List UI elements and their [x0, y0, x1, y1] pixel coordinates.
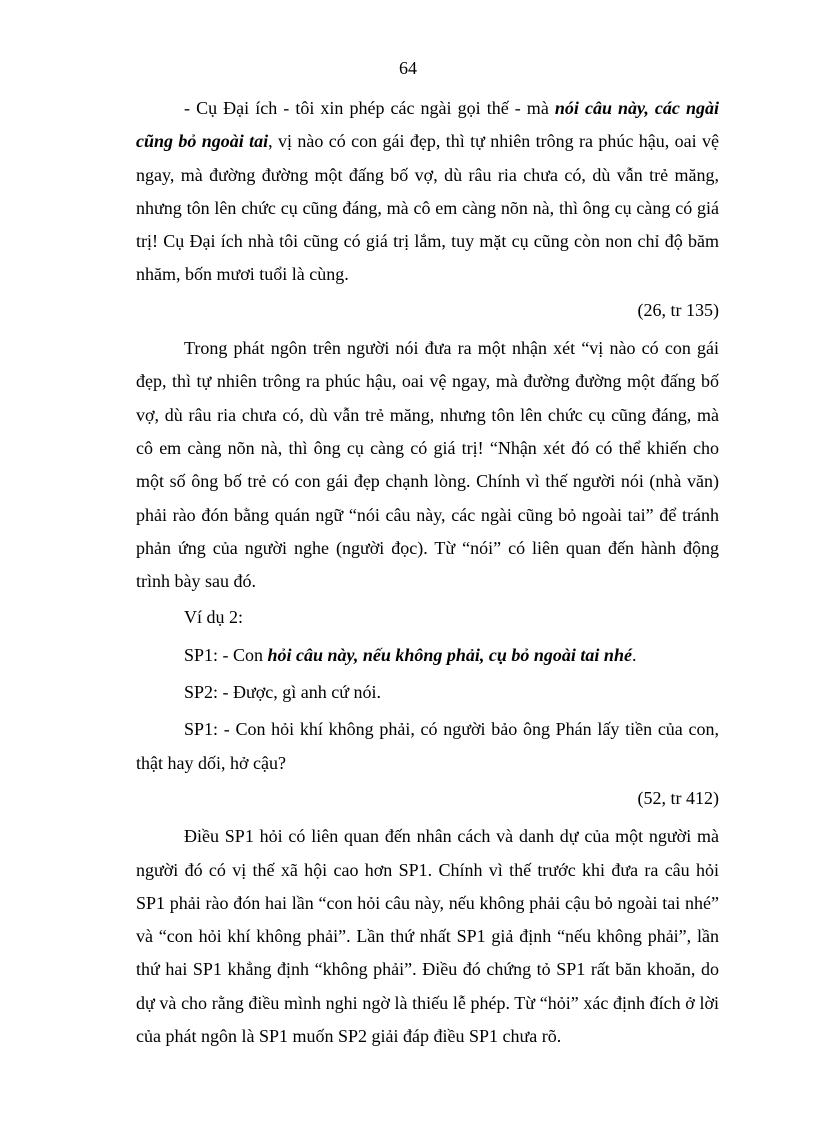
- quote-paragraph: [136, 92, 719, 292]
- dialogue-emphasis: hỏi câu này, nếu không phải, cụ bỏ ngoài tai nhé: [267, 644, 632, 665]
- analysis-paragraph-1: Trong phát ngôn trên người nói đưa ra một nhận xét “vị nào có con gái đẹp, thì tự nhiên trông ra phúc hậu, oai vệ ngay, mà đường đường một đấng bố vợ, dù râu ria chưa có, dù vẫn trẻ măng, nhưng tôn lên chức cụ cũng đáng, mà cô em càng nõn nà, thì ông cụ càng có giá trị! “Nhận xét đó có thể khiến cho một số ông bố trẻ có con gái đẹp chạnh lòng. Chính vì thế người nói (nhà văn) phải rào đón bằng quán ngữ “nói câu này, các ngài cũng bỏ ngoài tai” để tránh phản ứng của người nghe (người đọc). Từ “nói” có liên quan đến hành động trình bày sau đó.: [136, 338, 719, 592]
- quote-text-rest: , vị nào có con gái đẹp, thì tự nhiên trông ra phúc hậu, oai vệ ngay, mà đường đường một đấng bố vợ, dù râu ria chưa có, dù vẫn trẻ măng, nhưng tôn lên chức cụ cũng đáng, mà cô em càng nõn nà, thì ông cụ càng có giá trị! Cụ Đại ích nhà tôi cũng có giá trị lắm, tuy mặt cụ cũng còn non chỉ độ băm nhăm, bốn mươi tuổi là cùng.: [136, 131, 719, 285]
- dialogue-end: .: [631, 644, 637, 665]
- example-label: Ví dụ 2:: [184, 607, 244, 628]
- dialogue-sp2-line: SP2: - Được, gì anh cứ nói.: [184, 682, 382, 703]
- quote-emphasis: nói câu này, các ngài cũng bỏ ngoài tai: [136, 98, 719, 152]
- document-body: [136, 92, 719, 1053]
- page-number: 64: [399, 58, 417, 78]
- dialogue-speaker: SP1: - Con: [184, 644, 268, 665]
- citation-2: (52, tr 412): [637, 787, 719, 808]
- dialogue-sp1-line-1: [136, 639, 719, 672]
- analysis-paragraph-2: Điều SP1 hỏi có liên quan đến nhân cách và danh dự của một người mà người đó có vị thế xã hội cao hơn SP1. Chính vì thế trước khi đưa ra câu hỏi SP1 phải rào đón hai lần “con hỏi câu này, nếu không phải cậu bỏ ngoài tai nhé” và “con hỏi khí không phải”. Lần thứ nhất SP1 giả định “nếu không phải”, lần thứ hai SP1 khẳng định “không phải”. Điều đó chứng tỏ SP1 rất băn khoăn, do dự và cho rằng điều mình nghi ngờ là thiếu lễ phép. Từ “hỏi” xác định đích ở lời của phát ngôn là SP1 muốn SP2 giải đáp điều SP1 chưa rõ.: [136, 826, 719, 1047]
- citation-1: (26, tr 135): [637, 299, 719, 320]
- dialogue-sp1-line-2: SP1: - Con hỏi khí không phải, có người bảo ông Phán lấy tiền của con, thật hay dối, hở cậu?: [136, 719, 719, 773]
- quote-text-start: - Cụ Đại ích - tôi xin phép các ngài gọi thế - mà: [184, 98, 555, 118]
